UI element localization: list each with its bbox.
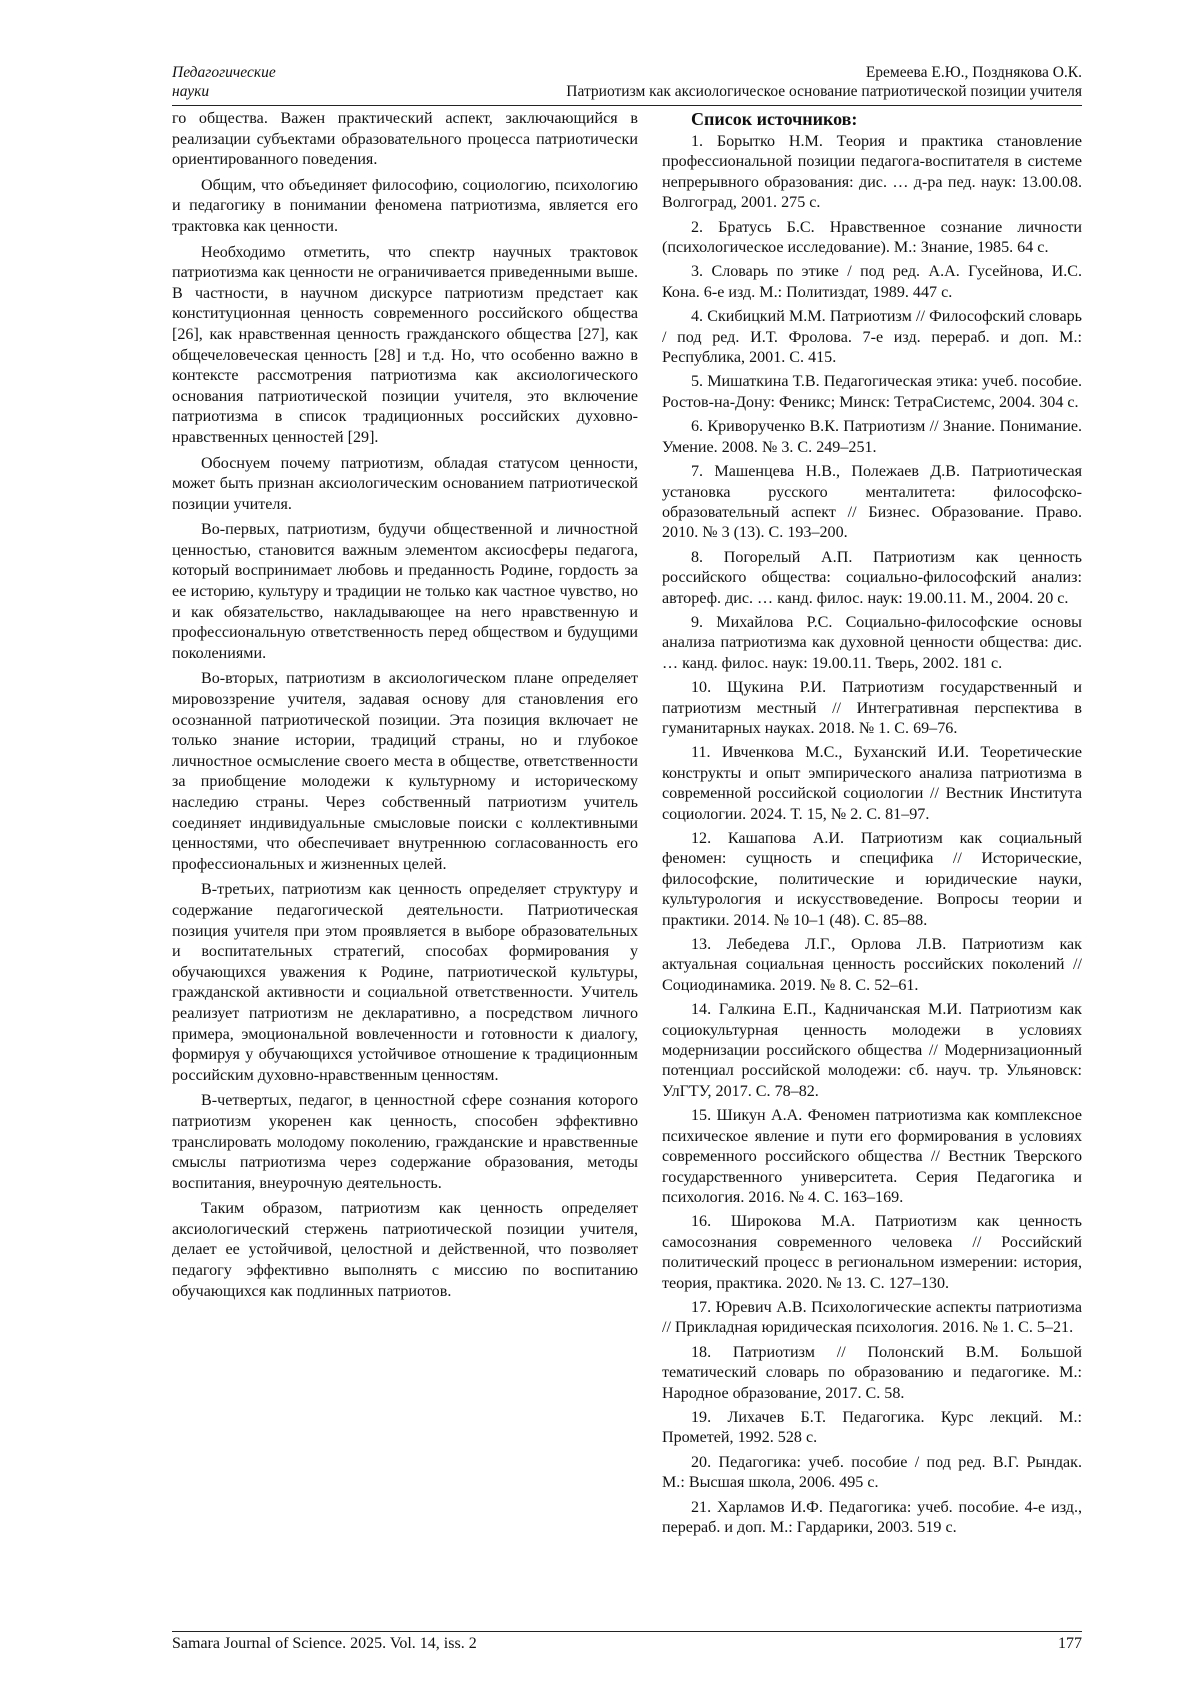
- reference-item: 9. Михайлова Р.С. Социально-философские основы анализа патриотизма как духовной ценности общества: дис. … канд. филос. наук: 19.00.11. Тверь, 2002. 181 с.: [662, 613, 1082, 672]
- body-paragraph: Во-первых, патриотизм, будучи общественной и личностной ценностью, становится важным элементом аксиосферы педагога, который воспринимает любовь и преданность Родине, гордость за ее историю, культуру и традиции не только как частное чувство, но и как обязательство, накладывающее на него нравственную и профессиональную ответственность перед обществом и будущими поколениями.: [172, 521, 638, 662]
- page-number: 177: [1058, 1635, 1082, 1652]
- references-column: [662, 109, 1082, 1542]
- body-paragraph: В-третьих, патриотизм как ценность определяет структуру и содержание педагогической деятельности. Патриотическая позиция учителя при этом проявляется в выборе образовательных и воспитательных стратегий, способах формирования у обучающихся уважения к Родине, патриотической культуры, гражданской активности и социальной ответственности. Учитель реализует патриотизм не декларативно, а посредством личного примера, эмоциональной вовлеченности и готовности к диалогу, формируя у обучающихся устойчивое отношение к традиционным российским духовно-нравственным ценностям.: [172, 881, 638, 1084]
- references-heading: Список источников:: [691, 109, 858, 129]
- reference-item: 11. Ивченкова М.С., Буханский И.И. Теоретические конструкты и опыт эмпирического анализа патриотизма в современной российской социологии // Вестник Института социологии. 2024. Т. 15, № 2. С. 81–97.: [662, 744, 1082, 823]
- reference-item: 4. Скибицкий М.М. Патриотизм // Философский словарь / под ред. И.Т. Фролова. 7-е изд. перераб. и доп. М.: Республика, 2001. С. 415.: [662, 308, 1082, 367]
- reference-item: 5. Мишаткина Т.В. Педагогическая этика: учеб. пособие. Ростов-на-Дону: Феникс; Минск: ТетраСистемс, 2004. 304 с.: [662, 373, 1082, 411]
- reference-item: 6. Криворученко В.К. Патриотизм // Знание. Понимание. Умение. 2008. № 3. С. 249–251.: [662, 418, 1082, 456]
- reference-item: 18. Патриотизм // Полонский В.М. Большой тематический словарь по образованию и педагогике. М.: Народное образование, 2017. С. 58.: [662, 1343, 1082, 1402]
- page-footer: [172, 1631, 1082, 1652]
- body-paragraph: Таким образом, патриотизм как ценность определяет аксиологический стержень патриотической позиции учителя, делает ее устойчивой, целостной и действенной, что позволяет педагогу эффективно выполнять с миссию по воспитанию обучающихся как подлинных патриотов.: [172, 1200, 638, 1300]
- reference-item: 13. Лебедева Л.Г., Орлова Л.В. Патриотизм как актуальная социальная ценность российских поколений // Социодинамика. 2019. № 8. С. 52–61.: [662, 936, 1082, 994]
- reference-item: 3. Словарь по этике / под ред. А.А. Гусейнова, И.С. Кона. 6-е изд. М.: Политиздат, 1989. 447 с.: [662, 263, 1082, 301]
- body-paragraph: го общества. Важен практический аспект, заключающийся в реализации субъектами образовательного процесса патриотически ориентированного поведения.: [172, 110, 638, 169]
- article-authors: Еремеева Е.Ю., Позднякова О.К.: [865, 64, 1082, 81]
- reference-item: 16. Широкова М.А. Патриотизм как ценность самосознания современного человека // Российский политический процесс в региональном измерении: история, теория, практика. 2020. № 13. С. 127–130.: [662, 1213, 1082, 1292]
- reference-item: 2. Братусь Б.С. Нравственное сознание личности (психологическое исследование). М.: Знание, 1985. 64 с.: [662, 218, 1082, 257]
- reference-item: 15. Шикун А.А. Феномен патриотизма как комплексное психическое явление и пути его формирования в условиях современного российского общества // Вестник Тверского государственного университета. Серия Педагогика и психология. 2016. № 4. С. 163–169.: [662, 1107, 1082, 1206]
- reference-item: 12. Кашапова А.И. Патриотизм как социальный феномен: сущность и специфика // Исторические, философские, политические и юридические науки, культурология и искусствоведение. Вопросы теории и практики. 2014. № 10–1 (48). С. 85–88.: [662, 830, 1082, 929]
- body-paragraph: Обоснуем почему патриотизм, обладая статусом ценности, может быть признан аксиологическим основанием патриотической позиции учителя.: [172, 454, 638, 513]
- section-line-2: науки: [172, 83, 210, 100]
- reference-item: 8. Погорелый А.П. Патриотизм как ценность российского общества: социально-философский анализ: автореф. дис. … канд. филос. наук: 19.00.11. М., 2004. 20 с.: [662, 548, 1082, 607]
- reference-item: 21. Харламов И.Ф. Педагогика: учеб. пособие. 4-е изд., перераб. и доп. М.: Гардарики, 2003. 519 с.: [662, 1498, 1082, 1536]
- body-paragraph: Необходимо отметить, что спектр научных трактовок патриотизма как ценности не ограничивается приведенными выше. В частности, в научном дискурсе патриотизм предстает как конституционная ценность современного российского общества [26], как нравственная ценность гражданского общества [27], как общечеловеческая ценность [28] и т.д. Но, что особенно важно в контексте рассмотрения патриотизма как аксиологического основания патриотической позиции учителя, это включение патриотизма в список традиционных российских духовно-нравственных ценностей [29].: [172, 243, 638, 446]
- reference-item: 19. Лихачев Б.Т. Педагогика. Курс лекций. М.: Прометей, 1992. 528 с.: [662, 1408, 1082, 1447]
- journal-section: [172, 63, 276, 101]
- body-paragraph: Во-вторых, патриотизм в аксиологическом плане определяет мировоззрение учителя, задавая основу для становления его осознанной патриотической позиции. Эта позиция включает не только знание истории, традиций страны, но и глубокое личностное осмысление своего места в обществе, ответственности за приобщение молодежи к культурному и историческому наследию страны. Через собственный патриотизм учитель соединяет индивидуальные смысловые поиски с коллективными ценностями, что обеспечивает внутреннюю согласованность его профессиональных и жизненных целей.: [172, 670, 638, 873]
- body-paragraph: В-четвертых, педагог, в ценностной сфере сознания которого патриотизм укоренен как ценность, способен эффективно транслировать молодому поколению, гражданские и нравственные смыслы патриотизма через содержание образования, методы воспитания, внеурочную деятельность.: [172, 1092, 638, 1192]
- reference-item: 1. Борытко Н.М. Теория и практика становление профессиональной позиции педагога-воспитателя в системе непрерывного образования: дис. … д-ра пед. наук: 13.00.08. Волгоград, 2001. 275 с.: [662, 133, 1082, 212]
- body-column: [172, 109, 638, 1307]
- article-info: [566, 63, 1082, 101]
- reference-item: 17. Юревич А.В. Психологические аспекты патриотизма // Прикладная юридическая психология. 2016. № 1. С. 5–21.: [662, 1298, 1082, 1337]
- reference-item: 14. Галкина Е.П., Кадничанская М.И. Патриотизм как социокультурная ценность молодежи в условиях модернизации российского общества // Модернизационный потенциал российской молодежи: сб. науч. тр. Ульяновск: УлГТУ, 2017. С. 78–82.: [662, 1001, 1082, 1100]
- body-paragraph: Общим, что объединяет философию, социологию, психологию и педагогику в понимании феномена патриотизма, является его трактовка как ценности.: [172, 176, 638, 235]
- article-title: Патриотизм как аксиологическое основание патриотической позиции учителя: [566, 83, 1082, 100]
- running-header: [172, 63, 1082, 106]
- reference-item: 20. Педагогика: учеб. пособие / под ред. В.Г. Рындак. М.: Высшая школа, 2006. 495 с.: [662, 1453, 1082, 1492]
- journal-citation: Samara Journal of Science. 2025. Vol. 14, iss. 2: [172, 1635, 477, 1652]
- reference-item: 10. Щукина Р.И. Патриотизм государственный и патриотизм местный // Интегративная перспектива в гуманитарных науках. 2018. № 1. С. 69–76.: [662, 679, 1082, 737]
- reference-item: 7. Машенцева Н.В., Полежаев Д.В. Патриотическая установка русского менталитета: философско-образовательный аспект // Бизнес. Образование. Право. 2010. № 3 (13). С. 193–200.: [662, 463, 1082, 542]
- section-line-1: Педагогические: [172, 64, 276, 81]
